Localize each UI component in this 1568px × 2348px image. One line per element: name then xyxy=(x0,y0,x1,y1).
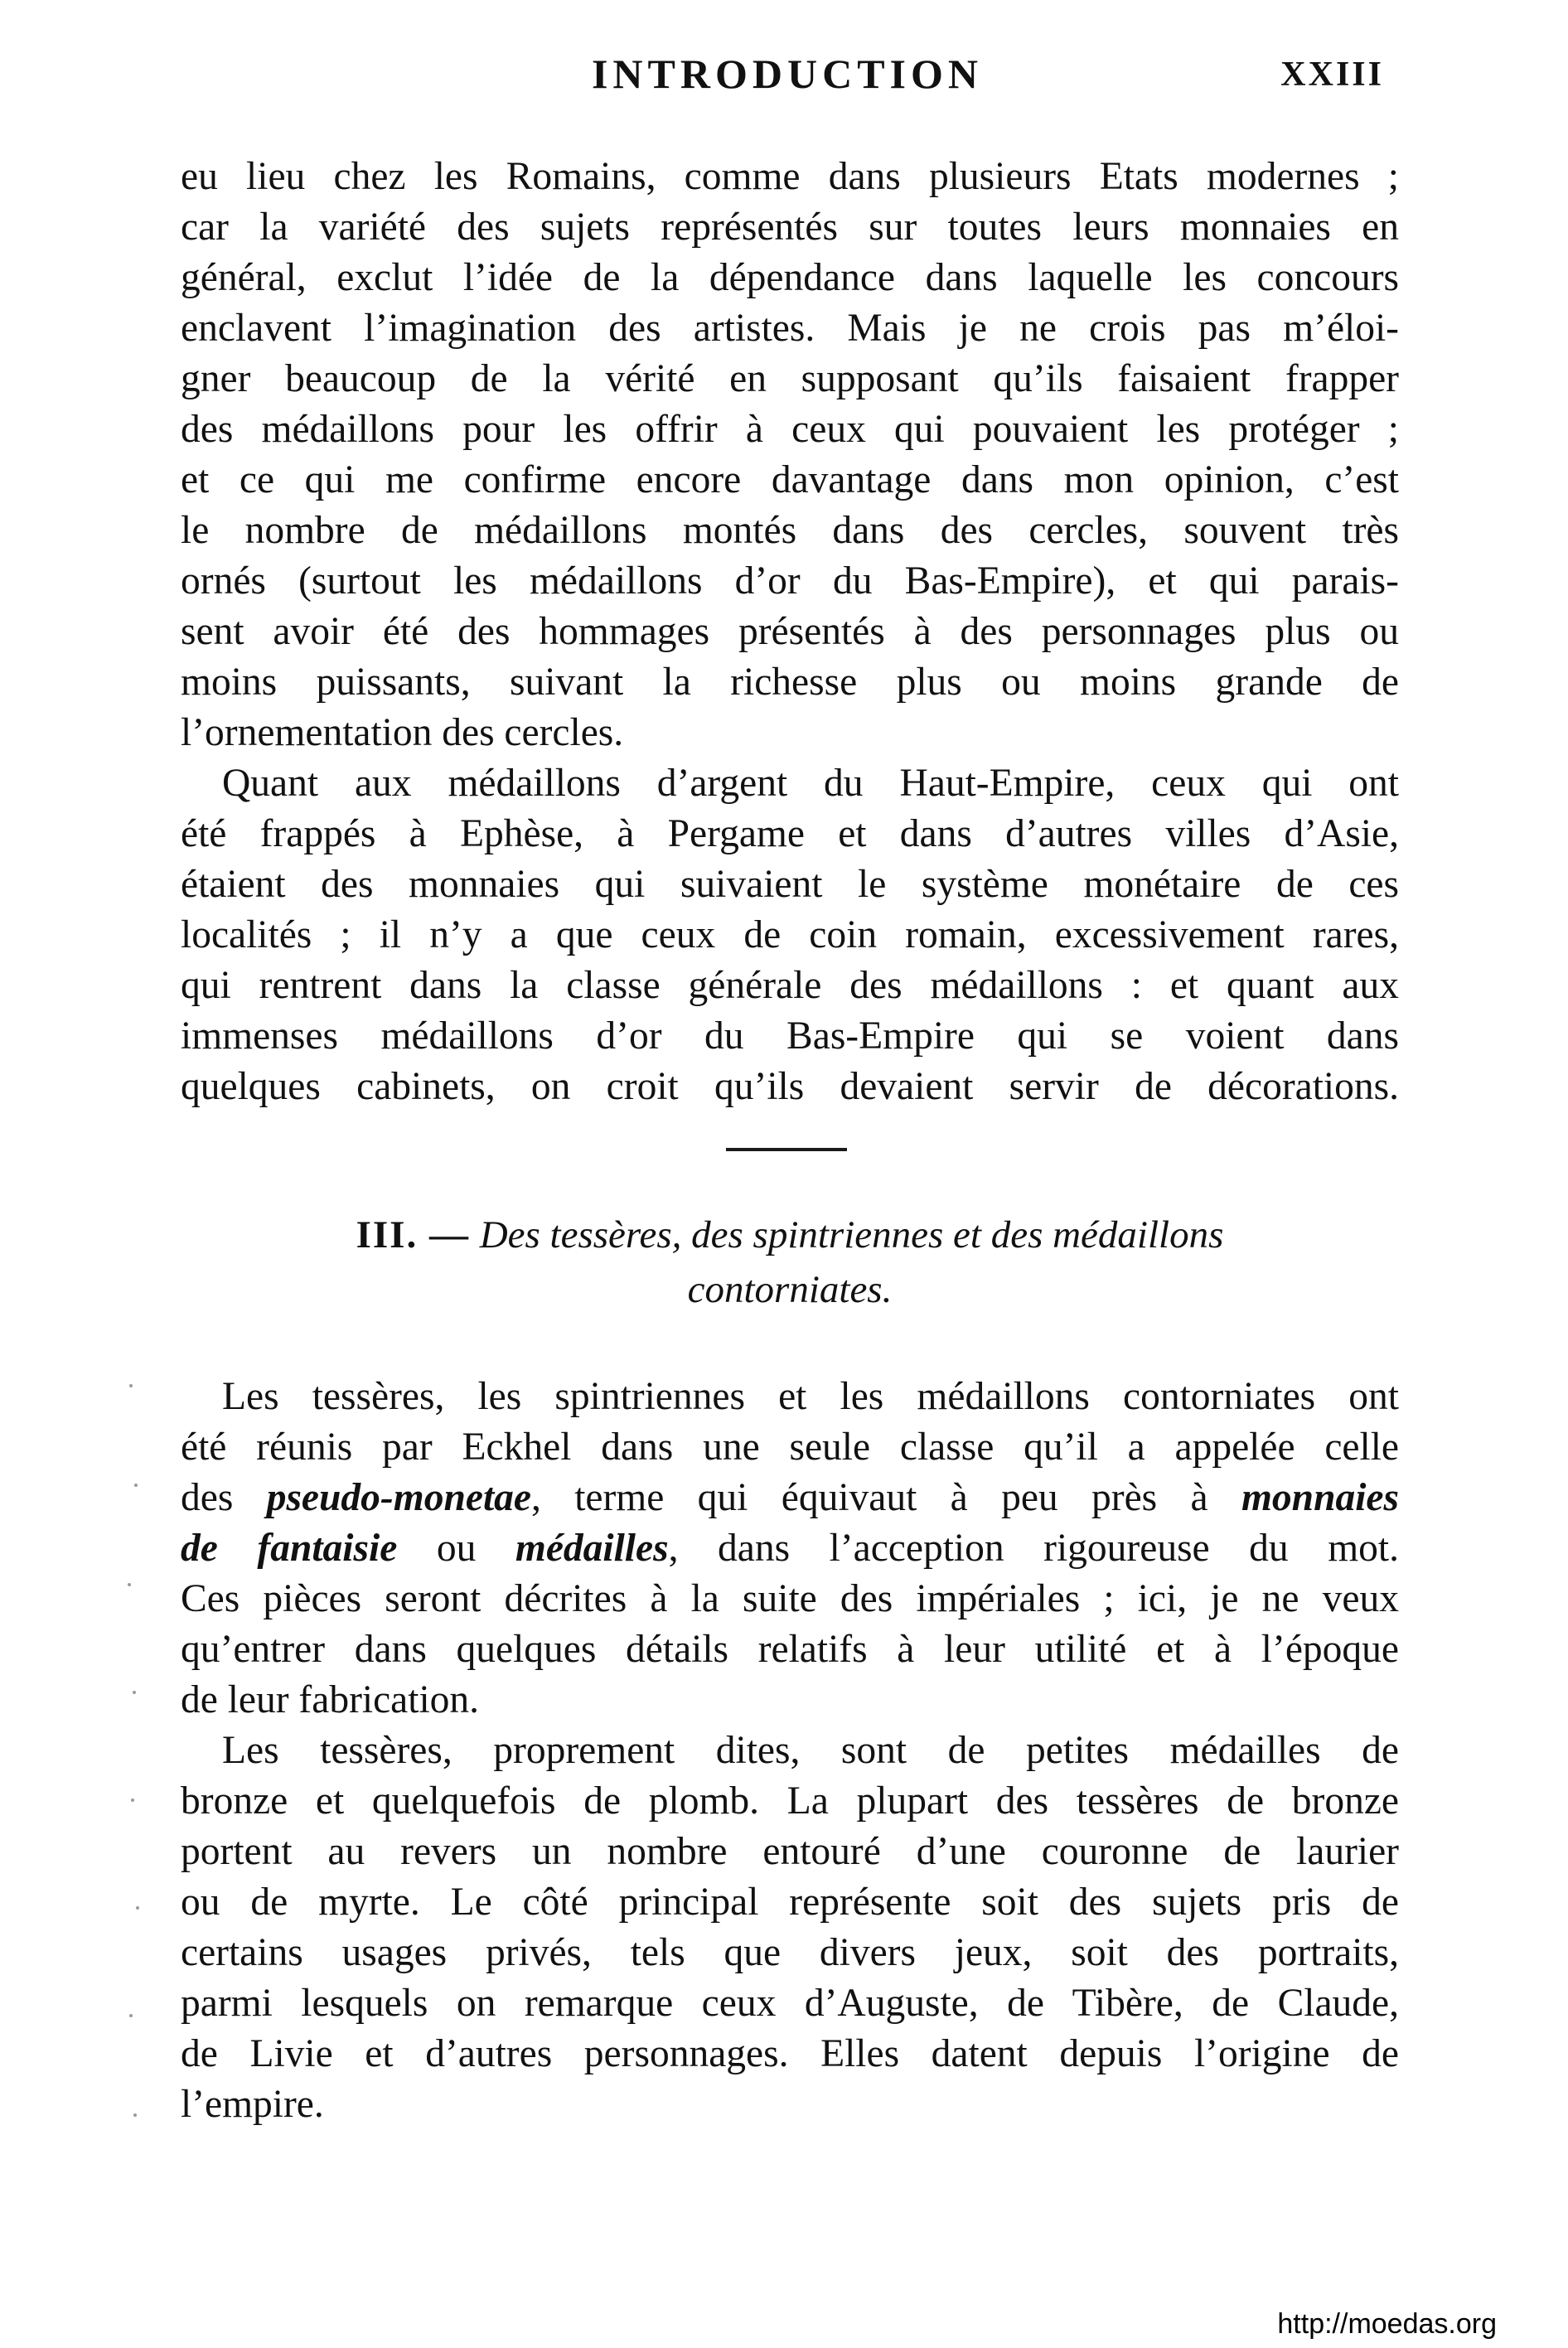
paragraph-tesseres-description xyxy=(181,1726,1399,2130)
paragraph-romans-medallions xyxy=(181,152,1399,758)
text-line: quelques cabinets, on croit qu’ils devaient servir de décorations. xyxy=(181,1065,1399,1108)
text-line: le nombre de médaillons montés dans des cercles, souvent très xyxy=(181,509,1399,552)
scan-speck xyxy=(128,1583,131,1586)
text-block-bottom xyxy=(181,1372,1399,2130)
text-block-top xyxy=(181,152,1399,1112)
italic-term: de fantaisie xyxy=(181,1527,398,1570)
section-heading xyxy=(181,1208,1399,1317)
text-run: des xyxy=(181,1476,267,1519)
text-line: Quant aux médaillons d’argent du Haut-Empire, ceux qui ont xyxy=(222,762,1399,805)
italic-term: pseudo-monetae xyxy=(266,1476,531,1519)
text-line: général, exclut l’idée de la dépendance dans laquelle les concours xyxy=(181,256,1399,299)
text-line: Ces pièces seront décrites à la suite des impériales ; ici, je ne veux xyxy=(181,1577,1399,1620)
text-line: étaient des monnaies qui suivaient le système monétaire de ces xyxy=(181,863,1399,906)
text-line: car la variété des sujets représentés sur toutes leurs monnaies en xyxy=(181,206,1399,249)
scan-speck xyxy=(136,1906,139,1910)
text-line: de Livie et d’autres personnages. Elles datent depuis l’origine de xyxy=(181,2032,1399,2075)
section-numeral: III. — xyxy=(356,1213,470,1256)
text-line: qui rentrent dans la classe générale des médaillons : et quant aux xyxy=(181,964,1399,1007)
italic-term: médailles xyxy=(515,1527,669,1570)
text-line: immenses médaillons d’or du Bas-Empire qui se voient dans xyxy=(181,1014,1399,1058)
text-line: localités ; il n’y a que ceux de coin romain, excessivement rares, xyxy=(181,913,1399,956)
text-line: de leur fabrication. xyxy=(181,1678,480,1721)
text-run: , terme qui équivaut à peu près à xyxy=(530,1476,1241,1519)
text-line: Les tessères, proprement dites, sont de petites médailles de xyxy=(222,1729,1399,1772)
scan-margin-specks xyxy=(124,1368,149,2213)
site-credit-url: http://moedas.org xyxy=(1277,2308,1497,2340)
text-line: qu’entrer dans quelques détails relatifs à leur utilité et à l’époque xyxy=(181,1628,1399,1671)
scan-speck xyxy=(133,1691,136,1694)
text-line xyxy=(181,1523,1399,1574)
text-line: portent au revers un nombre entouré d’une couronne de laurier xyxy=(181,1830,1399,1873)
running-head xyxy=(191,50,1384,116)
text-line: enclavent l’imagination des artistes. Mais je ne crois pas m’éloi- xyxy=(181,307,1399,350)
italic-term: monnaies xyxy=(1241,1476,1399,1519)
text-line: sent avoir été des hommages présentés à des personnages plus ou xyxy=(181,610,1399,653)
text-line: des médaillons pour les offrir à ceux qui pouvaient les protéger ; xyxy=(181,408,1399,451)
scan-speck xyxy=(134,1484,138,1487)
text-line: ou de myrte. Le côté principal représente soit des sujets pris de xyxy=(181,1881,1399,1924)
section-divider-rule xyxy=(726,1148,847,1151)
section-title-part-2: contorniates. xyxy=(687,1268,893,1311)
text-line: l’empire. xyxy=(181,2083,324,2126)
text-line: ornés (surtout les médaillons d’or du Bas-Empire), et qui parais- xyxy=(181,559,1399,603)
section-heading-line-1 xyxy=(181,1208,1399,1262)
section-title-part-1: Des tessères, des spintriennes et des médaillons xyxy=(479,1213,1224,1256)
text-line: certains usages privés, tels que divers jeux, soit des portraits, xyxy=(181,1931,1399,1974)
text-line: bronze et quelquefois de plomb. La plupart des tessères de bronze xyxy=(181,1779,1399,1823)
text-line: gner beaucoup de la vérité en supposant qu’ils faisaient frapper xyxy=(181,357,1399,400)
running-title: INTRODUCTION xyxy=(591,51,984,97)
text-line: eu lieu chez les Romains, comme dans plusieurs Etats modernes ; xyxy=(181,155,1399,198)
scan-speck xyxy=(133,2113,137,2117)
scan-speck xyxy=(131,1799,134,1802)
text-line: l’ornementation des cercles. xyxy=(181,711,624,754)
paragraph-eckhel-classification xyxy=(181,1372,1399,1726)
text-line: parmi lesquels on remarque ceux d’Auguste, de Tibère, de Claude, xyxy=(181,1982,1399,2025)
scan-speck xyxy=(129,2014,133,2017)
text-line xyxy=(181,1473,1399,1523)
text-run: ou xyxy=(397,1527,515,1570)
text-run: , dans l’acception rigoureuse du mot. xyxy=(668,1527,1399,1570)
text-line: Les tessères, les spintriennes et les médaillons contorniates ont xyxy=(222,1375,1399,1418)
text-line: été frappés à Ephèse, à Pergame et dans d’autres villes d’Asie, xyxy=(181,812,1399,855)
paragraph-silver-medallions xyxy=(181,758,1399,1112)
text-line: moins puissants, suivant la richesse plus ou moins grande de xyxy=(181,661,1399,704)
text-line: et ce qui me confirme encore davantage dans mon opinion, c’est xyxy=(181,458,1399,501)
text-line: été réunis par Eckhel dans une seule classe qu’il a appelée celle xyxy=(181,1426,1399,1469)
scan-speck xyxy=(129,1384,133,1387)
page-number: XXIII xyxy=(1280,56,1384,94)
